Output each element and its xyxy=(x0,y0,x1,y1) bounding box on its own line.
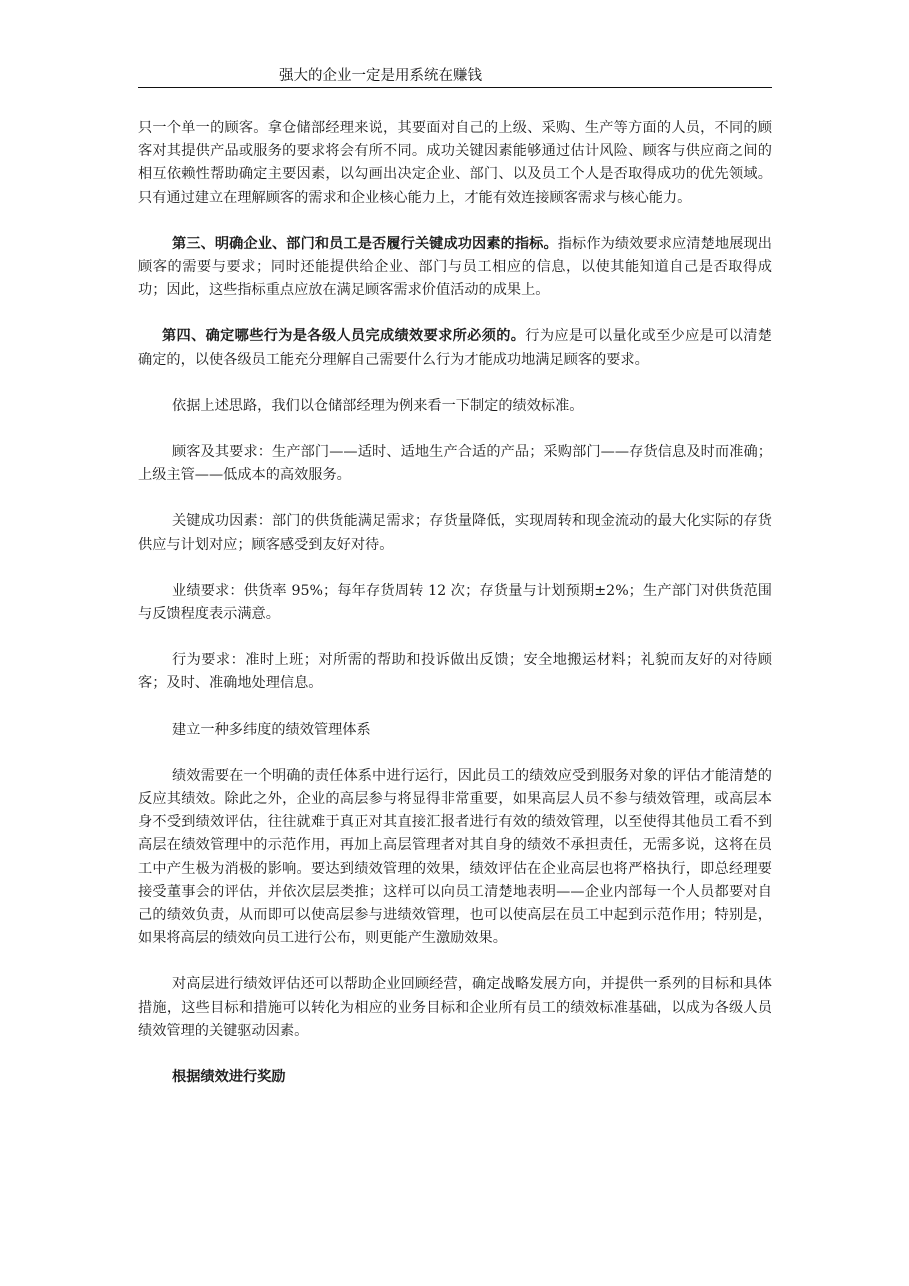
paragraph-2-lead: 第三、明确企业、部门和员工是否履行关键成功因素的指标。 xyxy=(172,235,558,252)
paragraph-10: 绩效需要在一个明确的责任体系中进行运行，因此员工的绩效应受到服务对象的评估才能清楚的反应其绩效。除此之外，企业的高层参与将显得非常重要，如果高层人员不参与绩效管理，或高层本身不受到绩效评估，往往就难于真正对其直接汇报者进行有效的绩效管理，以至使得其他员工看不到高层在绩效管理中的示范作用，再加上高层管理者对其自身的绩效不承担责任，无需多说，这将在员工中产生极为消极的影响。要达到绩效管理的效果，绩效评估在企业高层也将严格执行，即总经理要接受董事会的评估，并依次层层类推；这样可以向员工清楚地表明——企业内部每一个人员都要对自己的绩效负责，从而即可以使高层参与进绩效管理，也可以使高层在员工中起到示范作用；特别是，如果将高层的绩效向员工进行公布，则更能产生激励效果。 xyxy=(138,767,772,947)
paragraph-3 xyxy=(138,325,772,371)
paragraph-4: 依据上述思路，我们以仓储部经理为例来看一下制定的绩效标准。 xyxy=(172,397,584,414)
paragraph-9: 建立一种多纬度的绩效管理体系 xyxy=(172,721,371,738)
header-title: 强大的企业一定是用系统在赚钱 xyxy=(279,68,482,84)
page-header xyxy=(138,60,772,88)
paragraph-2-text: 指标作为绩效要求应清楚地展现出顾客的需要与要求；同时还能提供给企业、部门与员工相应的信息，以使其能知道自己是否取得成功；因此，这些指标重点应放在满足顾客需求价值活动的成果上。 xyxy=(138,235,772,299)
paragraph-3-text: 行为应是可以量化或至少应是可以清楚确定的，以使各级员工能充分理解自己需要什么行为才能成功地满足顾客的要求。 xyxy=(138,328,772,368)
paragraph-7: 业绩要求：供货率 95%；每年存货周转 12 次；存货量与计划预期±2%；生产部门对供货范围与反馈程度表示满意。 xyxy=(138,582,772,623)
paragraph-6: 关键成功因素：部门的供货能满足需求；存货量降低，实现周转和现金流动的最大化实际的存货供应与计划对应；顾客感受到友好对待。 xyxy=(138,513,772,553)
section-heading: 根据绩效进行奖励 xyxy=(172,1069,286,1086)
paragraph-3-lead: 第四、确定哪些行为是各级人员完成绩效要求所必须的。 xyxy=(162,328,526,345)
paragraph-2 xyxy=(138,233,772,303)
document-body xyxy=(138,117,772,1089)
paragraph-5: 顾客及其要求：生产部门——适时、适地生产合适的产品；采购部门——存货信息及时而准确；上级主管——低成本的高效服务。 xyxy=(138,444,772,484)
paragraph-11: 对高层进行绩效评估还可以帮助企业回顾经营，确定战略发展方向，并提供一系列的目标和具体措施，这些目标和措施可以转化为相应的业务目标和企业所有员工的绩效标准基础，以成为各级人员绩效管理的关键驱动因素。 xyxy=(138,976,772,1039)
paragraph-8: 行为要求：准时上班；对所需的帮助和投诉做出反馈；安全地搬运材料；礼貌而友好的对待顾客；及时、准确地处理信息。 xyxy=(138,652,772,692)
paragraph-1: 只一个单一的顾客。拿仓储部经理来说，其要面对自己的上级、采购、生产等方面的人员，不同的顾客对其提供产品或服务的要求将会有所不同。成功关键因素能够通过估计风险、顾客与供应商之间的相互依赖性帮助确定主要因素，以勾画出决定企业、部门、以及员工个人是否取得成功的优先领域。只有通过建立在理解顾客的需求和企业核心能力上，才能有效连接顾客需求与核心能力。 xyxy=(138,120,772,206)
